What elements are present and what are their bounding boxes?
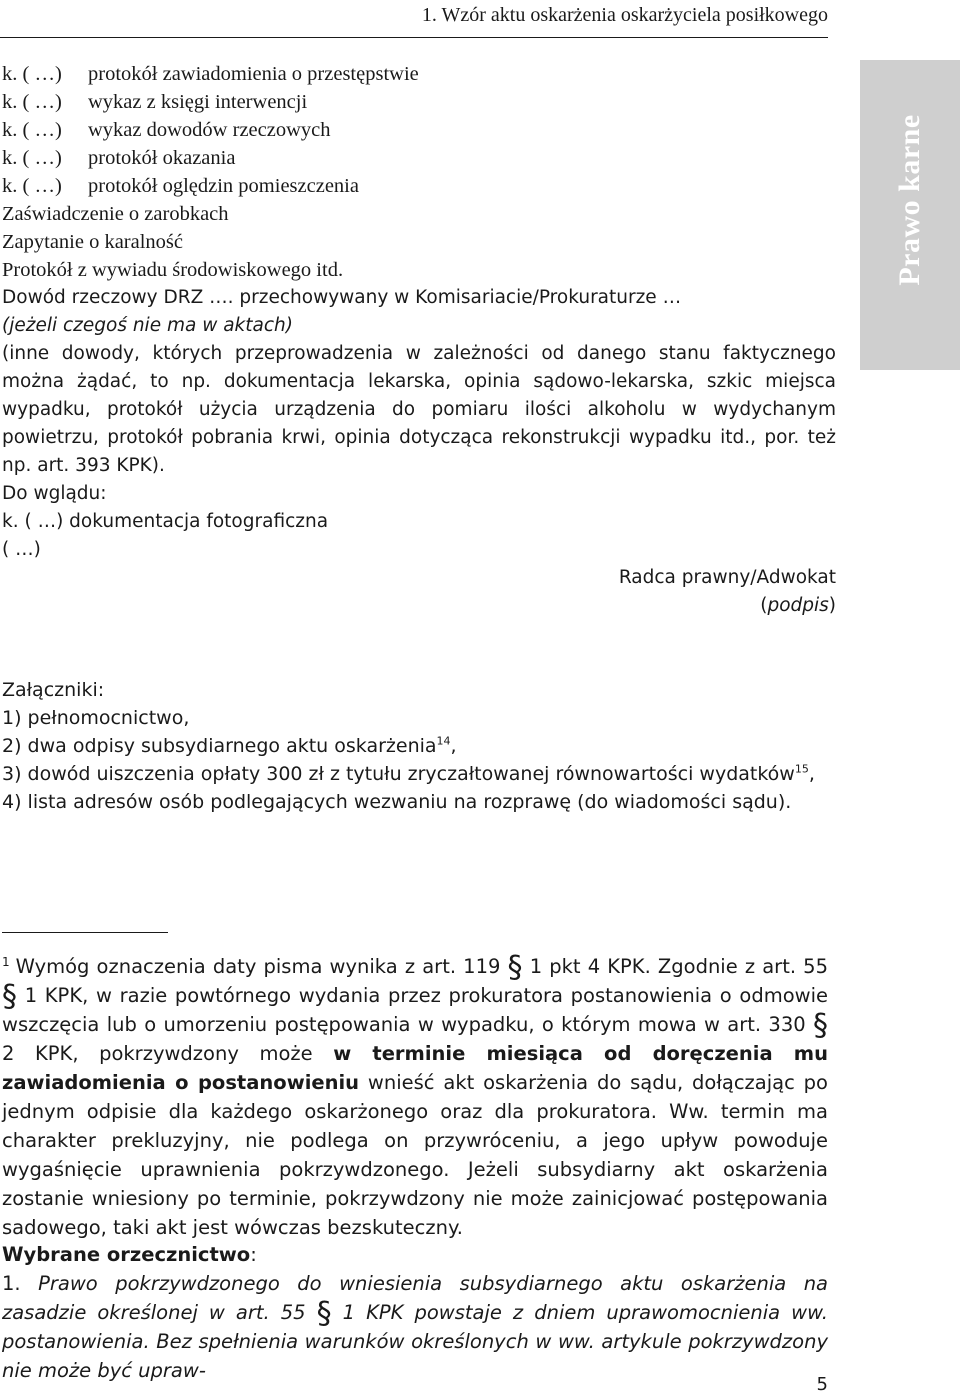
footnote: $^1$ Wymóg oznaczenia daty pisma wynika z art. 119 § 1 pkt 4 KPK. Zgodnie z art. 55 § 1 KPK, w razie powtórnego wydania przez prokuratora postanowienia o odmowie wszczęcia lub o umorzeniu postępowania w wypadku, o którym mowa w art. 330 § 2 KPK, pokrzywdzony może w terminie miesiąca od doręczenia mu zawiadomienia o postanowieniu wnieść akt oskarżenia do sądu, dołączając po jednym odpisie dla każdego oskarżonego oraz dla prokuratora. Ww. termin ma charakter prekluzyjny, nie podlega on przywróceniu, a jego upływ powoduje wygaśnięcie uprawnienia pokrzywdzonego. Jeżeli subsydiarny akt oskarżenia zostanie wniesiony po terminie, pokrzywdzony nie może zainicjować postępowania sadowego, taki akt jest wówczas bezskuteczny. [2, 950, 828, 1239]
page-number: 5 [816, 1374, 828, 1395]
section-sign: § [316, 1296, 332, 1331]
evidence-text: protokół oględzin pomieszczenia [88, 175, 359, 197]
for-review-line: k. ( …) dokumentacja fotograficzna [2, 511, 329, 532]
section-sign: § [2, 979, 17, 1014]
section-sign: § [507, 950, 523, 985]
attachment-item: 1) pełnomocnictwo, [2, 707, 190, 729]
attachment-item: 4) lista adresów osób podlegających wezwaniu na rozprawę (do wiadomości sądu). [2, 791, 792, 813]
physical-evidence-line: Dowód rzeczowy DRZ …. przechowywany w Komisariacie/Prokuraturze … [2, 287, 682, 308]
evidence-text: protokół okazania [88, 147, 236, 169]
case-file-ref: k. ( …) [2, 147, 62, 169]
evidence-section [2, 60, 836, 620]
deadline-emphasis: w terminie miesiąca od doręczenia mu zawiadomienia o postanowieniu [2, 1042, 828, 1094]
attachment-item: 2) dwa odpisy subsydiarnego aktu oskarżenia$^{14}$, [2, 734, 457, 757]
document-line: Zaświadczenie o zarobkach [2, 203, 229, 225]
caselaw-section [2, 1240, 828, 1385]
footnote-number: 1 [2, 954, 10, 969]
attachments-section [2, 676, 828, 816]
header-rule [0, 37, 828, 38]
evidence-list-item [2, 144, 836, 172]
evidence-text: protokół zawiadomienia o przestępstwie [88, 63, 419, 85]
caselaw-item: 1. Prawo pokrzywdzonego do wniesienia subsydiarnego aktu oskarżenia na zasadzie określonej w art. 55 § 1 KPK powstaje z dniem uprawomocnienia ww. postanowienia. Bez spełnienia warunków określonych w ww. artykule pokrzywdzony nie może być upraw- [2, 1272, 829, 1382]
evidence-text: wykaz z księgi interwencji [88, 91, 308, 113]
attachments-heading: Załączniki: [2, 679, 105, 701]
evidence-list-item [2, 60, 836, 88]
evidence-list-item [2, 116, 836, 144]
evidence-list-item [2, 88, 836, 116]
missing-note: (jeżeli czegoś nie ma w aktach) [2, 315, 293, 336]
evidence-list-item [2, 172, 836, 200]
case-file-ref: k. ( …) [2, 91, 62, 113]
footnote-rule [2, 932, 168, 933]
running-header-title: 1. Wzór aktu oskarżenia oskarżyciela posiłkowego [421, 4, 828, 26]
signature-note: (podpis) [760, 595, 836, 616]
section-sign: § [812, 1008, 828, 1043]
document-line: Protokół z wywiadu środowiskowego itd. [2, 259, 344, 281]
for-review-heading: Do wglądu: [2, 483, 107, 504]
case-file-ref: k. ( …) [2, 175, 62, 197]
section-side-tab [860, 60, 960, 370]
document-line: Zapytanie o karalność [2, 231, 184, 253]
case-file-ref: k. ( …) [2, 63, 62, 85]
evidence-text: wykaz dowodów rzeczowych [88, 119, 331, 141]
case-file-ref: k. ( …) [2, 119, 62, 141]
signature-title: Radca prawny/Adwokat [618, 567, 836, 588]
caselaw-heading: Wybrane orzecznictwo: [2, 1243, 257, 1266]
footnote-ref: 15 [794, 762, 809, 776]
side-tab-label: Prawo karne [893, 114, 926, 286]
attachment-item: 3) dowód uiszczenia opłaty 300 zł z tytułu zryczałtowanej równowartości wydatków$^{15}$, [2, 762, 815, 785]
for-review-ellipsis: ( …) [2, 539, 41, 560]
other-evidence-paragraph: (inne dowody, których przeprowadzenia w zależności od danego stanu faktycznego można żądać, to np. dokumentacja lekarska, opinia sądowo-lekarska, szkic miejsca wypadku, protokół użycia urządzenia do pomiaru ilości alkoholu w wydychanym powietrzu, protokół pobrania krwi, opinia dotycząca rekonstrukcji wypadku itd., por. też np. art. 393 KPK). [2, 343, 836, 476]
footnote-ref: 14 [436, 734, 451, 748]
